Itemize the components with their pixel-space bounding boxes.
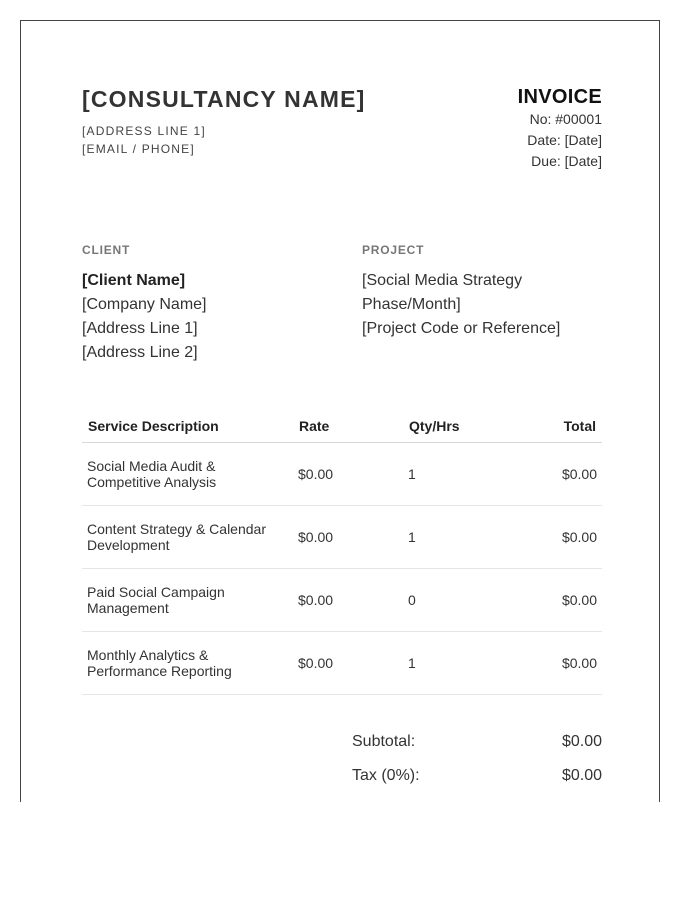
tax-row: [352, 767, 602, 801]
service-qty: 1: [403, 506, 525, 569]
tax-label: Tax (0%):: [352, 767, 420, 784]
service-description: [82, 569, 293, 632]
subtotal-row: [352, 733, 602, 767]
project-reference: [Project Code or Reference]: [362, 320, 561, 337]
subtotal-value: $0.00: [561, 733, 602, 750]
service-description-line-2: Management: [87, 600, 169, 616]
service-qty: 1: [403, 632, 525, 695]
service-total: $0.00: [525, 632, 602, 695]
service-description-line-2: Development: [87, 537, 170, 553]
service-description-line-2: Competitive Analysis: [87, 474, 217, 490]
service-description-line-1: Monthly Analytics &: [87, 647, 209, 663]
service-description: [82, 632, 293, 695]
header-qty: Qty/Hrs: [403, 409, 525, 443]
project-name-line-2: Phase/Month]: [362, 296, 461, 313]
client-address-line-2: [Address Line 2]: [82, 344, 198, 361]
invoice-meta-block: [518, 85, 602, 172]
table-row: [82, 443, 602, 506]
company-contact: [EMAIL / PHONE]: [82, 142, 195, 156]
service-qty: 0: [403, 569, 525, 632]
service-description-line-1: Social Media Audit &: [87, 458, 216, 474]
company-name: [CONSULTANCY NAME]: [82, 86, 366, 112]
project-section-label: PROJECT: [362, 243, 425, 257]
subtotal-label: Subtotal:: [352, 733, 416, 750]
service-total: $0.00: [525, 569, 602, 632]
service-description-line-2: Performance Reporting: [87, 663, 232, 679]
tax-value: $0.00: [561, 767, 602, 784]
table-row: [82, 569, 602, 632]
invoice-page: [20, 20, 660, 802]
invoice-date: Date: [Date]: [527, 132, 602, 148]
services-table: [82, 409, 602, 695]
table-header-row: [82, 409, 602, 443]
service-qty: 1: [403, 443, 525, 506]
invoice-number: No: #00001: [529, 111, 602, 127]
header-rate: Rate: [293, 409, 403, 443]
client-address-line-1: [Address Line 1]: [82, 320, 198, 337]
header-service-description: Service Description: [82, 409, 293, 443]
service-rate: $0.00: [293, 569, 403, 632]
service-rate: $0.00: [293, 443, 403, 506]
table-row: [82, 632, 602, 695]
client-company: [Company Name]: [82, 296, 207, 313]
project-details: [362, 269, 602, 341]
company-address: [ADDRESS LINE 1]: [82, 124, 206, 138]
totals-block: [352, 733, 602, 801]
invoice-title: INVOICE: [517, 86, 602, 108]
client-section-label: CLIENT: [82, 243, 131, 257]
service-total: $0.00: [525, 443, 602, 506]
client-name: [Client Name]: [82, 272, 186, 289]
service-description: [82, 506, 293, 569]
client-details: [82, 269, 207, 365]
service-rate: $0.00: [293, 506, 403, 569]
service-description-line-1: Paid Social Campaign: [87, 584, 225, 600]
service-description: [82, 443, 293, 506]
service-rate: $0.00: [293, 632, 403, 695]
header-total: Total: [525, 409, 602, 443]
project-name-line-1: [Social Media Strategy: [362, 272, 523, 289]
service-total: $0.00: [525, 506, 602, 569]
table-row: [82, 506, 602, 569]
service-description-line-1: Content Strategy & Calendar: [87, 521, 266, 537]
invoice-due-date: Due: [Date]: [531, 153, 602, 169]
